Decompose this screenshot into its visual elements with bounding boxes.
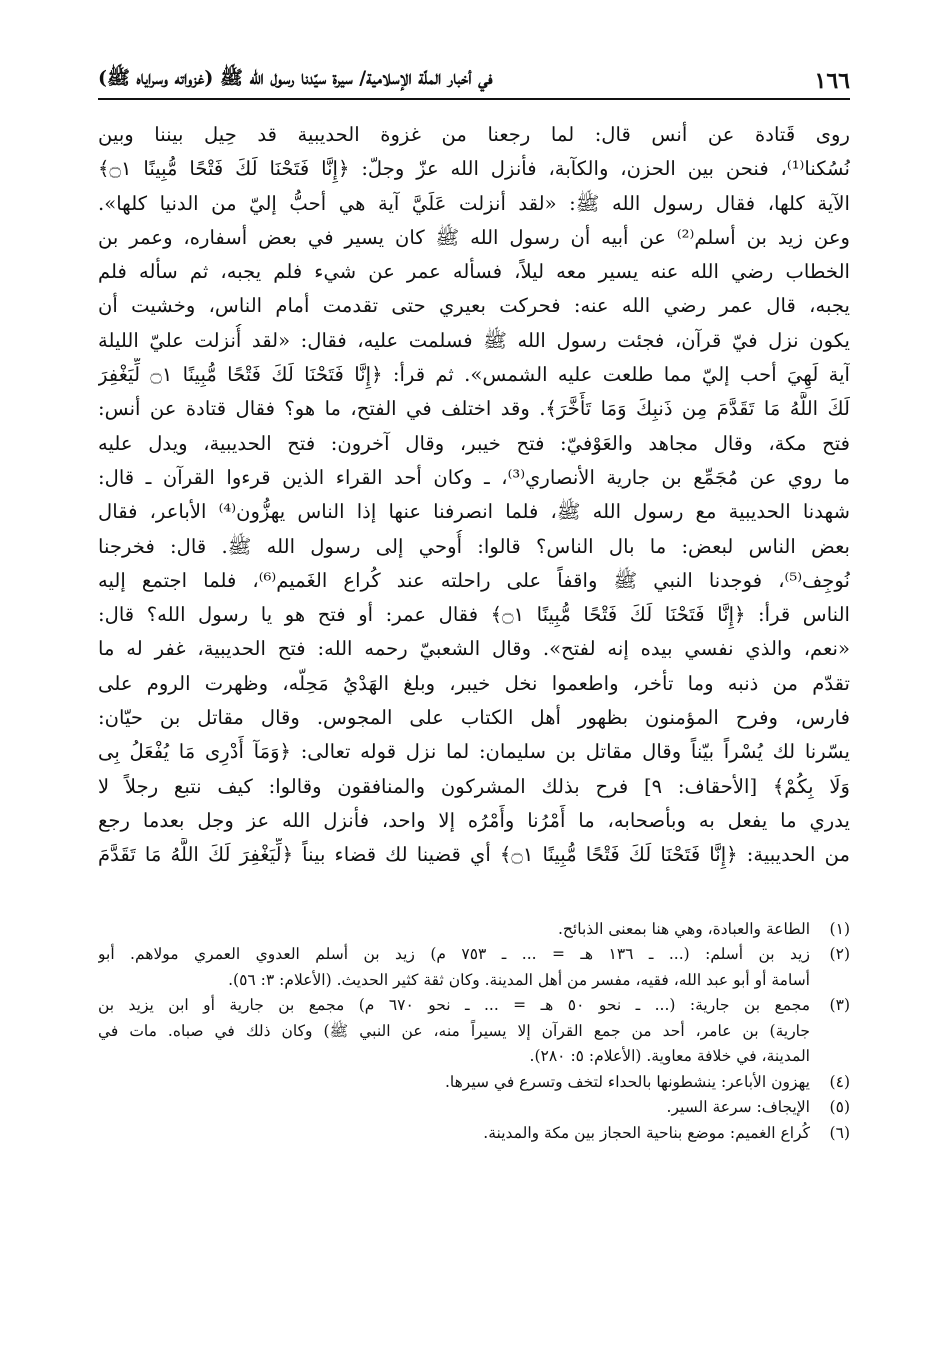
footnote: [98, 1121, 850, 1147]
body-text: [98, 118, 850, 873]
text-line: يدري ما يفعل به وبأصحابه، ما أَمْرُنا وأَمْرُه إلا واحد، فأنزل الله عز وجل بعدما رجع: [98, 808, 850, 832]
footnote-line: [98, 1070, 850, 1096]
footnote-text: كُراع الغميم: موضع بناحية الحجاز بين مكة والمدينة.: [483, 1123, 810, 1142]
text-line: الناس قرأ: ﴿إِنَّا فَتَحْنَا لَكَ فَتْحًا مُّبِينًا ۝١﴾ فقال عمر: أو فتح هو يا رسول الله؟ قال:: [98, 603, 850, 627]
footnote-number: (٤): [829, 1072, 850, 1091]
footnote-line: [98, 942, 850, 968]
footnote-line: [98, 1095, 850, 1121]
footnote-text: الإيجاف: سرعة السير.: [666, 1098, 810, 1117]
running-title: في أخبار الملّة الإسلامية/ سيرة سيّدنا رسول الله ﷺ (غزواته وسراياه ﷺ): [98, 67, 493, 89]
text-line: فارس، وفرح المؤمنون بظهور أهل الكتاب على المجوس. وقال مقاتل بن حيّان:: [98, 706, 850, 730]
footnote-text: زيد بن أسلم: (... ـ ١٣٦ هـ = ... ـ ٧٥٣ م) زيد بن أسلم العدوي العمري مولاهم. أبو: [98, 945, 810, 964]
text-line: وَلَا بِكُمْ﴾ [الأحقاف: ٩] فرح بذلك المشركون والمنافقون وقالوا: كيف نتبع رجلاً لا: [98, 774, 850, 798]
footnote-text: يهزون الأباعر: ينشطونها بالحداء لتخف وتسرع في سيرها.: [444, 1072, 810, 1091]
text-line: روى قَتادة عن أنس قال: لما رجعنا من غزوة الحديبية قد حِيل بيننا وبين: [98, 123, 850, 146]
footnote-text: المدينة، في خلافة معاوية. (الأعلام: ٥: ٢٨٠).: [529, 1047, 810, 1066]
text-line: الخطاب رضي الله عنه يسير معه ليلاً، فسأله عمر عن شيء فلم يجبه، ثم سأله فلم: [98, 260, 850, 284]
footnote: [98, 942, 850, 993]
text-line: تقدّم من ذنبه وما تأخر، واطعموا نخل خيبر، وبلغ الهَدْيُ مَحِلّه، وظهرت الروم على: [98, 671, 850, 695]
footnote-text: مجمع بن جارية: (... ـ نحو ٥٠ هـ = ... ـ نحو ٦٧٠ م) مجمع بن جارية أو ابن يزيد بن: [98, 996, 810, 1015]
footnote-text: أسامة أو أبو عبد الله، فقيه، مفسر من أهل المدينة. وكان ثقة كثير الحديث. (الأعلام: ٣: ٥٦).: [228, 970, 810, 989]
text-line: يكون نزل فيّ قرآن، فجئت رسول الله ﷺ فسلمت عليه، فقال: «لقد أُنزلت عليّ الليلة: [98, 328, 850, 352]
footnote-number: (٦): [829, 1123, 850, 1142]
text-line: نُوجِف⁽⁵⁾، فوجدنا النبي ﷺ واقفاً على راحلته عند كُراع الغَميم⁽⁶⁾، فلما اجتمع إليه: [98, 568, 850, 592]
text-line: ما روي عن مُجَمِّع بن جارية الأنصاري⁽³⁾، ـ وكان أحد القراء الذين قرءوا القرآن ـ قال:: [98, 465, 850, 489]
page-number: ١٦٦: [814, 68, 850, 94]
text-line: يجبه، قال عمر رضي الله عنه: فحركت بعيري حتى تقدمت أمام الناس، وخشيت أن: [98, 294, 850, 318]
footnote-number: (٢): [829, 945, 850, 964]
text-line: بعض الناس لبعض: ما بال الناس؟ قالوا: أُوحي إلى رسول الله ﷺ. قال: فخرجنا: [98, 534, 850, 558]
text-line: لَكَ اللَّهُ مَا تَقَدَّمَ مِن ذَنبِكَ وَمَا تَأَخَّرَ﴾. وقد اختلف في الفتح، ما هو؟ فقال قتادة عن أنس:: [98, 397, 850, 421]
text-line: الآية كلها، فقال رسول الله ﷺ: «لقد أنزلت عَلَيَّ آية هي أحبُّ إليّ من الدنيا كلها».: [98, 191, 850, 215]
text-line: يسّرنا لك يُسْراً بيّناً وقال مقاتل بن سليمان: لما نزل قوله تعالى: ﴿وَمَآ أَدْرِى مَا يُفْعَلُ بِى: [98, 740, 850, 764]
text-line: «نعم، والذي نفسي بيده إنه لفتح». وقال الشعبيّ رحمه الله: فتح الحديبية، غفر له ما: [98, 637, 850, 661]
text-line: من الحديبية: ﴿إِنَّا فَتَحْنَا لَكَ فَتْحًا مُّبِينًا ۝١﴾ أي قضينا لك قضاء بيناً ﴿لِّيَغْفِرَ لَكَ اللَّهُ مَا تَقَدَّمَ: [98, 843, 850, 867]
footnote-text: جارية) بن عامر، أحد من جمع القرآن إلا يسيراً منه، عن النبي ﷺ) وكان ذلك في صباه. مات في: [98, 1021, 810, 1040]
page: [98, 60, 850, 1320]
footnote: [98, 1095, 850, 1121]
footnote-text: الطاعة والعبادة، وهي هنا بمعنى الذبائح.: [557, 919, 810, 938]
footnote-number: (٣): [829, 996, 850, 1015]
footnote-line: [98, 917, 850, 943]
text-line: وعن زيد بن أسلم⁽²⁾ عن أبيه أن رسول الله ﷺ كان يسير في بعض أسفاره، وعمر بن: [98, 225, 850, 249]
text-line: شهدنا الحديبية مع رسول الله ﷺ، فلما انصرفنا عنها إذا الناس يهزُّون⁽⁴⁾ الأباعر، فقال: [98, 500, 850, 524]
footnote: [98, 993, 850, 1070]
text-line: نُسُكنا⁽¹⁾، فنحن بين الحزن، والكآبة، فأنزل الله عزّ وجلّ: ﴿إِنَّا فَتَحْنَا لَكَ فَتْحًا مُّبِينًا ۝١﴾: [98, 157, 850, 181]
footnote-number: (١): [829, 919, 850, 938]
text-line: فتح مكة، وقال مجاهد والعَوْفيّ: فتح خيبر، وقال آخرون: فتح الحديبية، ويدل عليه: [98, 431, 850, 455]
footnotes: [98, 917, 850, 1147]
footnote: [98, 1070, 850, 1096]
footnote-line: [98, 993, 850, 1019]
footnote-number: (٥): [829, 1098, 850, 1117]
footnote: [98, 917, 850, 943]
text-line: آية لَهِيَ أحب إليّ مما طلعت عليه الشمس». ثم قرأ: ﴿إِنَّا فَتَحْنَا لَكَ فَتْحًا مُّبِينًا ۝١ لِّيَغْفِرَ: [98, 363, 850, 387]
footnote-line: [98, 1121, 850, 1147]
page-header: [98, 60, 850, 100]
